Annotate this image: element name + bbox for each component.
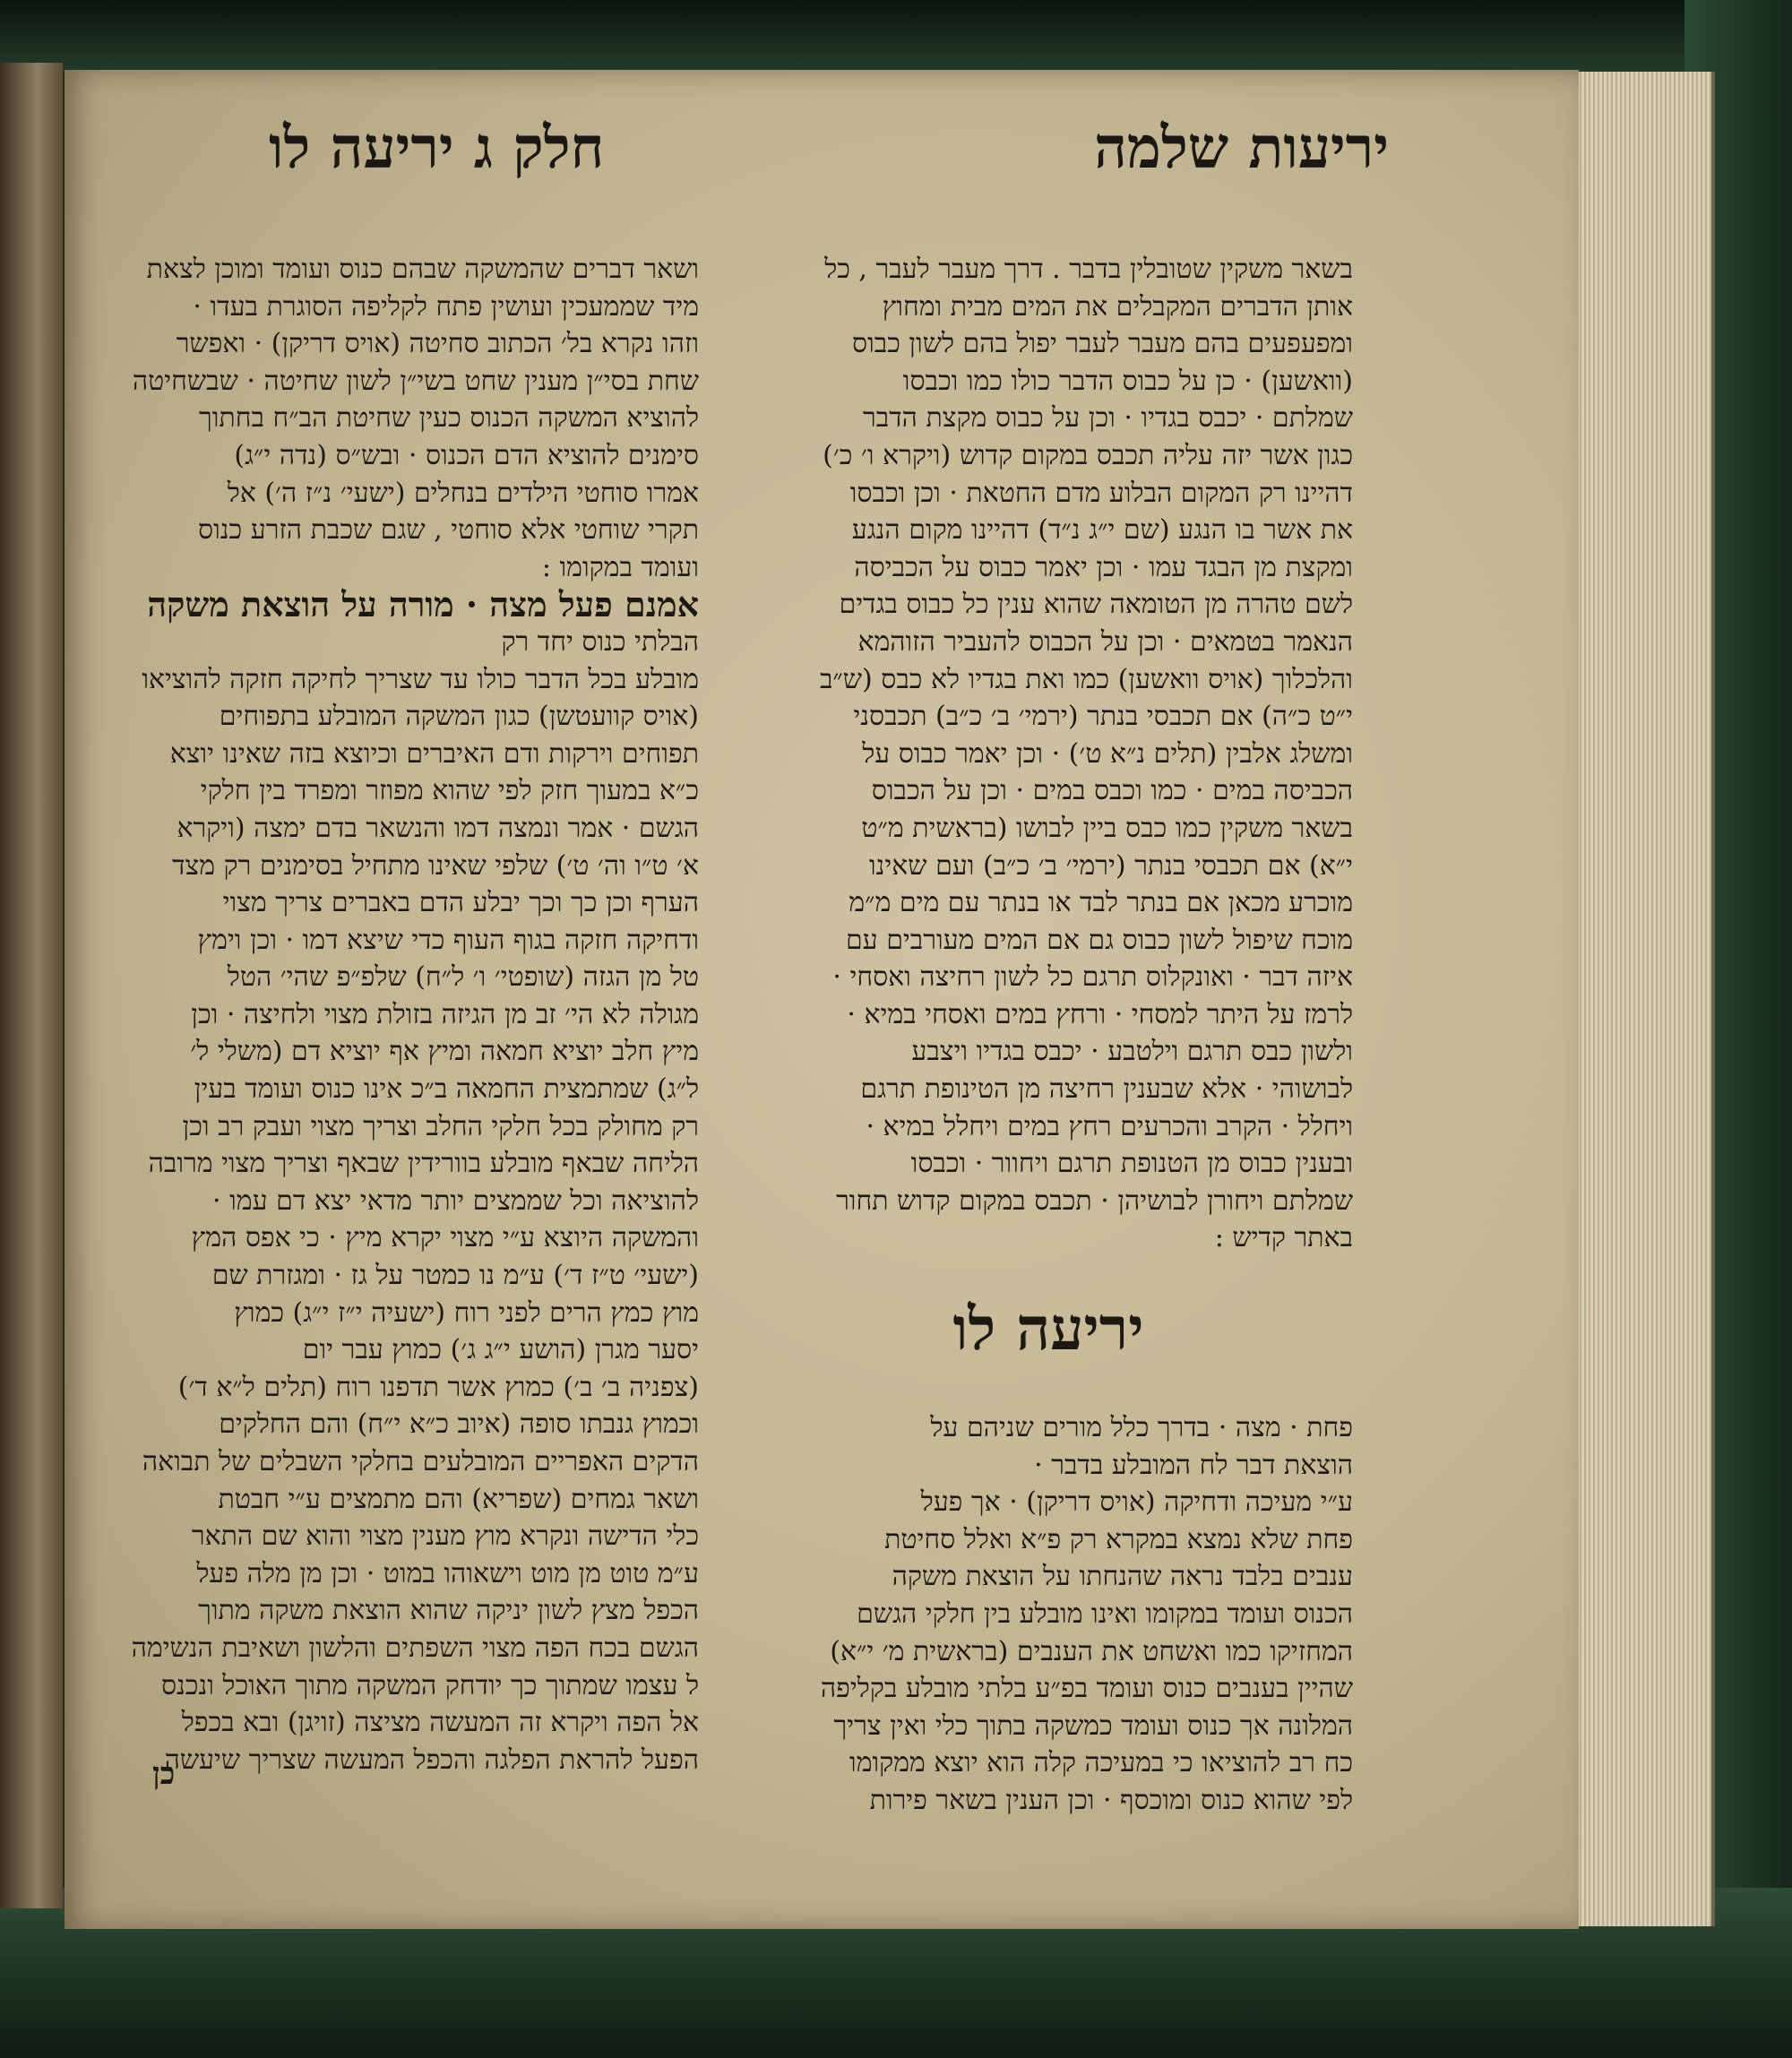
text-line: שהיין בענבים כנוס ועומד בפ״ע בלתי מובלע בקליפה bbox=[820, 1673, 1353, 1705]
text-line: שחת בסי״ן מענין שחט בשי״ן לשון שחיטה · שבשחיטה bbox=[132, 365, 699, 397]
text-line: תקרי שוחטי אלא סוחטי , שגם שכבת הזרע כנוס bbox=[198, 514, 699, 547]
text-line: (וואשען) · כן על כבוס הדבר כולו כמו וכבסו bbox=[902, 365, 1353, 397]
text-line: א׳ ט״ו וה׳ ט׳) שלפי שאינו מתחיל בסימנים רק מצד bbox=[172, 849, 699, 882]
text-line: המלונה אך כנוס ועומד כמשקה בתוך כלי ואין צריך bbox=[833, 1709, 1353, 1742]
text-line: וזהו נקרא בל׳ הכתוב סחיטה (אויס דריקן) · ואפשר bbox=[176, 328, 699, 360]
text-line: רק מחולק בכל חלקי החלב וצריך מצוי ועבק רב וכן bbox=[182, 1110, 699, 1142]
subheading: אמנם פעל מצה · מורה על הוצאת משקה bbox=[147, 586, 699, 624]
text-line: פחת · מצה · בדרך כלל מורים שניהם על bbox=[930, 1412, 1353, 1444]
text-line: הערף וכן כך וכך יבלע הדם באברים צריך מצוי bbox=[222, 887, 699, 919]
text-line: ע״מ טוט מן מוט וישאוהו במוט · וכן מן מלה פעל bbox=[196, 1557, 699, 1589]
text-line: י״ט כ״ה) אם תכבסי בנתר (ירמי׳ ב׳ כ״ב) תכבסני bbox=[853, 701, 1353, 733]
text-line: אל הפה ויקרא זה המעשה מציצה (זויגן) ובא בכפל bbox=[181, 1707, 699, 1739]
text-line: פחת שלא נמצא במקרא רק פ״א ואלל סחיטת bbox=[884, 1523, 1353, 1555]
right-column-body bbox=[744, 251, 1353, 1257]
text-line: לבושוהי · אלא שבענין רחיצה מן הטינופת תרגם bbox=[860, 1073, 1353, 1106]
text-line: ע״י מעיכה ודחיקה (אויס דריקן) · אך פעל bbox=[920, 1486, 1353, 1519]
text-line: להוציא המשקה הכנוס כעין שחיטת הב״ח בחתוך bbox=[199, 402, 699, 435]
text-line: דהיינו רק המקום הבלוע מדם החטאת · וכן וכבסו bbox=[849, 477, 1353, 509]
text-line: לרמז על היתר למסחי · ורחץ במים ואסחי במיא · bbox=[847, 998, 1353, 1030]
text-line: ומשלג אלבין (תלים נ״א ט׳) · וכן יאמר כבוס על bbox=[862, 737, 1353, 770]
text-line: הכנוס ועומד במקומו ואינו מובלע בין חלקי הגשם bbox=[857, 1598, 1353, 1630]
text-line: מוכח שיפול לשון כבוס גם אם המים מעורבים עם bbox=[845, 924, 1353, 956]
page-block-edges bbox=[1577, 72, 1715, 1926]
text-line: אותן הדברים המקבלים את המים מבית ומחוץ bbox=[882, 290, 1353, 323]
text-line: ועומד במקומו : bbox=[541, 551, 699, 583]
text-line: הדקים האפריים המובלעים בחלקי השבלים של תבואה bbox=[142, 1446, 699, 1477]
text-line: תפוחים וירקות ודם האיברים וכיוצא בזה שאינו יוצא bbox=[169, 737, 699, 770]
text-line: ויחלל · הקרב והכרעים רחץ במים ויחלל במיא · bbox=[866, 1110, 1353, 1142]
left-column-continuation bbox=[85, 624, 699, 1778]
section-body bbox=[744, 1409, 1353, 1820]
text-line: (צפניה ב׳ ב׳) כמוץ אשר תדפנו רוח (תלים ל״א ד׳) bbox=[177, 1371, 699, 1403]
text-line: כגון אשר יזה עליה תכבס במקום קדוש (ויקרא ו׳ כ׳) bbox=[823, 439, 1353, 471]
text-line: הפעל להראת הפלגה והכפל המעשה שצריך שיעשה bbox=[164, 1744, 699, 1776]
text-line: סימנים להוציא הדם הכנוס · ובש״ס (נדה י״ג) bbox=[234, 439, 699, 471]
text-line: מגולה לא הי׳ זב מן הגיזה בזולת מצוי ולחיצה · וכן bbox=[191, 998, 699, 1030]
text-line: מיד שממעכין ועושין פתח לקליפה הסוגרת בעדו · bbox=[193, 290, 699, 323]
section-title: יריעה לו bbox=[952, 1294, 1144, 1365]
text-line: (אויס קוועטשן) כגון המשקה המובלע בתפוחים bbox=[219, 701, 699, 733]
text-line: שמלתם · יכבס בגדיו · וכן על כבוס מקצת הדבר bbox=[863, 402, 1353, 435]
text-line: הכביסה במים · כמו וכבס במים · וכן על הכבוס bbox=[871, 775, 1353, 807]
text-line: י״א) אם תכבסי בנתר (ירמי׳ ב׳ כ״ב) ועם שאינו bbox=[869, 849, 1353, 882]
text-line: (ישעי׳ ט״ז ד׳) ע״מ נו כמטר על גז · ומגזרת שם bbox=[211, 1260, 699, 1292]
text-line: טל מן הגזה (שופטי׳ ו׳ ל״ח) שלפ״פ שהי׳ הטל bbox=[227, 961, 699, 994]
text-line: אמרו סוחטי הילדים בנחלים (ישעי׳ נ״ז ה׳) אל bbox=[227, 477, 699, 509]
text-line: הגשם בכח הפה מצוי השפתים והלשון ושאיבת הנשימה bbox=[131, 1632, 699, 1664]
text-line: את אשר בו הנגע (שם י״ג נ״ד) דהיינו מקום הנגע bbox=[851, 514, 1353, 547]
text-line: שמלתם ויחורן לבושיהן · תכבס במקום קדוש תחור bbox=[836, 1184, 1353, 1217]
text-line: כח רב להוציאו כי במעיכה קלה הוא יוצא ממקומו bbox=[849, 1747, 1353, 1779]
text-line: ל עצמו שמתוך כך יודחק המשקה מתוך האוכל ונכנס bbox=[160, 1669, 699, 1701]
text-line: מובלע בכל הדבר כולו עד שצריך לחיקה חזקה להוציאו bbox=[142, 663, 699, 695]
text-line: והמשקה היוצא ע״י מצוי יקרא מיץ · כי אפס המץ bbox=[191, 1222, 699, 1254]
text-line: הכפל מצץ לשון יניקה שהוא הוצאת משקה מתוך bbox=[198, 1595, 699, 1627]
running-head bbox=[269, 99, 1389, 197]
text-line: הוצאת דבר לח המובלע בדבר · bbox=[1034, 1449, 1353, 1481]
text-line: הנאמר בטמאים · וכן על הכבוס להעביר הזוהמא bbox=[857, 625, 1353, 658]
running-head-right: יריעות שלמה bbox=[1094, 114, 1389, 182]
text-line: הליחה שבאף מובלע בוורידין שבאף וצריך מצוי מרובה bbox=[148, 1148, 699, 1180]
text-line: להוציאה וכל שממצים יותר מדאי יצא דם עמו · bbox=[212, 1184, 699, 1217]
text-line: וכמוץ גנבתו סופה (איוב כ״א י״ח) והם החלקים bbox=[219, 1408, 699, 1441]
text-line: ובענין כבוס מן הטנופת תרגם ויחוור · וכבסו bbox=[910, 1148, 1353, 1180]
left-column-body bbox=[85, 251, 699, 586]
text-line: ולשון כבס תרגם וילטבע · יכבס בגדיו ויצבע bbox=[911, 1036, 1353, 1068]
text-line: ומקצת מן הבגד עמו · וכן יאמר כבוס על הכביסה bbox=[854, 551, 1353, 583]
text-line: כלי הדישה ונקרא מוץ מענין מצוי והוא שם התאר bbox=[191, 1520, 699, 1553]
running-head-left: חלק ג יריעה לו bbox=[269, 114, 605, 182]
text-line: והלכלוך (אויס וואשען) כמו ואת בגדיו לא כבס (ש״ב bbox=[819, 663, 1353, 695]
text-line: מוץ כמץ הרים לפני רוח (ישעיה י״ז י״ג) כמוץ bbox=[234, 1296, 699, 1329]
right-text-column bbox=[744, 251, 1353, 1820]
book-cover-top bbox=[0, 0, 1792, 72]
text-line: בשאר משקין כמו כבס ביין לבושו (בראשית מ״ט bbox=[861, 812, 1353, 844]
text-line: המחזיקו כמו ואשחט את הענבים (בראשית מ׳ י״א) bbox=[830, 1635, 1353, 1667]
text-line: הבלתי כנוס יחד רק bbox=[501, 625, 699, 658]
facing-page-edge bbox=[0, 63, 63, 1908]
text-line: מיץ חלב יוציא חמאה ומיץ אף יוציא דם (משלי ל׳ bbox=[190, 1036, 699, 1068]
text-line: לפי שהוא כנוס ומוכסף · וכן הענין בשאר פירות bbox=[869, 1784, 1353, 1816]
text-line: יסער מגרן (הושע י״ג ג׳) כמוץ עבר יום bbox=[302, 1334, 699, 1366]
text-line: ושאר גמחים (שפריא) והם מתמצים ע״י חבטת bbox=[218, 1483, 699, 1515]
text-line: מוכרע מכאן אם בנתר לבד או בנתר עם מים מ״מ bbox=[849, 887, 1353, 919]
text-line: ומפעפעים בהם מעבר לעבר יפול בהם לשון כבוס bbox=[852, 328, 1353, 360]
catchword: כן bbox=[152, 1756, 176, 1792]
text-line: לשם טהרה מן הטומאה שהוא ענין כל כבוס בגדים bbox=[839, 589, 1353, 621]
text-line: באתר קדיש : bbox=[1214, 1222, 1353, 1254]
left-text-column bbox=[85, 251, 699, 1778]
text-line: הגשם · אמר ונמצה דמו והנשאר בדם ימצה (ויקרא bbox=[177, 812, 699, 844]
text-line: ל״ג) שמתמצית החמאה ב״כ אינו כנוס ועומד בעין bbox=[194, 1073, 699, 1106]
text-line: בשאר משקין שטובלין בדבר . דרך מעבר לעבר , כל bbox=[824, 254, 1353, 285]
text-line: איזה דבר · ואונקלוס תרגם כל לשון רחיצה ואסחי · bbox=[832, 961, 1353, 994]
text-line: ודחיקה חזקה בגוף העוף כדי שיצא דמו · וכן וימץ bbox=[197, 924, 699, 956]
text-line: ענבים בלבד נראה שהנחתו על הוצאת משקה bbox=[892, 1561, 1353, 1593]
text-line: כ״א במעוך חזק לפי שהוא מפוזר ומפרד בין חלקי bbox=[200, 775, 699, 807]
text-line: ושאר דברים שהמשקה שבהם כנוס ועומד ומוכן לצאת bbox=[146, 254, 699, 285]
